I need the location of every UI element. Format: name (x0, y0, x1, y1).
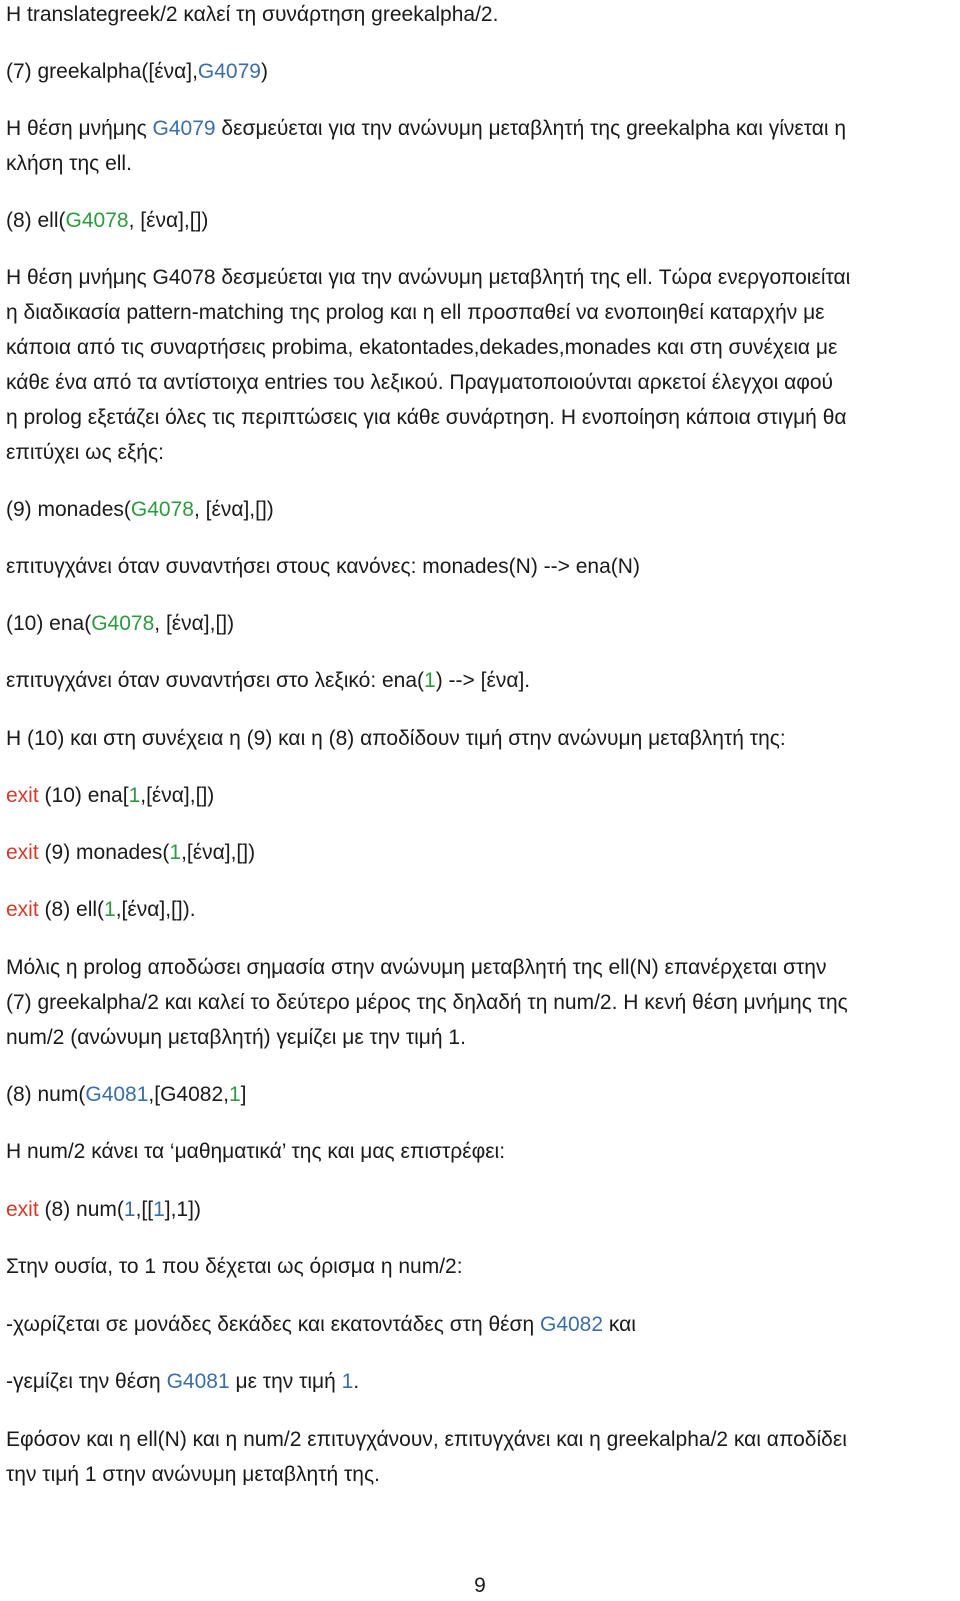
text-run: (10) ena( (6, 612, 92, 635)
text-line (6, 725, 786, 753)
text-run: (9) monades( (6, 498, 131, 521)
text-run: (10) ena[ (38, 784, 129, 807)
highlighted-token: 1 (128, 784, 141, 807)
text-run: δεσμεύεται για την ανώνυμη μεταβλητή της greekalpha και γίνεται η (215, 117, 847, 140)
text-run: ) --> [ένα]. (435, 669, 531, 692)
text-run: ,[ένα],[]) (181, 841, 256, 864)
text-run: -χωρίζεται σε μονάδες δεκάδες και εκατοντάδες στη θέση (6, 1313, 540, 1336)
text-line (6, 439, 164, 467)
text-line (6, 989, 848, 1017)
text-run: η διαδικασία pattern-matching της prolog και η ell προσπαθεί να ενοποιηθεί καταρχήν με (6, 301, 825, 324)
text-run: ,[G4082, (148, 1083, 229, 1106)
text-line (6, 1461, 380, 1489)
highlighted-token: G4078 (65, 209, 129, 232)
text-line (6, 839, 255, 867)
text-run: (7) greekalpha/2 και καλεί το δεύτερο μέρος της δηλαδή τη num/2. Η κενή θέση μνήμης της (6, 991, 848, 1014)
text-line (6, 1138, 505, 1166)
text-line (6, 150, 132, 178)
text-line (6, 264, 850, 292)
text-run: ) (260, 60, 268, 83)
highlighted-token: 1 (104, 898, 116, 921)
text-line (6, 667, 530, 695)
text-line (6, 954, 826, 982)
text-run: κάθε ένα από τα αντίστοιχα entries του λεξικού. Πραγματοποιούνται αρκετοί έλεγχοι αφού (6, 371, 834, 394)
highlighted-token: G4081 (85, 1083, 149, 1106)
text-line (6, 782, 214, 810)
text-run: (7) greekalpha([ένα], (6, 60, 198, 83)
text-run: επιτυγχάνει όταν συναντήσει στους κανόνες: monades(N) --> ena(N) (6, 555, 640, 578)
text-run: κάποια από τις συναρτήσεις probima, ekatontades,dekades,monades και στη συνέχεια με (6, 336, 838, 359)
text-line (6, 1368, 359, 1396)
text-line (6, 1311, 636, 1339)
highlighted-token: exit (6, 1198, 39, 1221)
text-line (6, 553, 640, 581)
text-line (6, 1196, 201, 1224)
text-run: και (603, 1313, 636, 1336)
text-run: επιτύχει ως εξής: (6, 441, 164, 464)
text-run: ] (240, 1083, 247, 1106)
text-run: , [ένα],[]) (128, 209, 209, 232)
highlighted-token: G4082 (539, 1313, 604, 1336)
text-line (6, 896, 196, 924)
text-run: (8) num( (6, 1083, 86, 1106)
text-run: Μόλις η prolog αποδώσει σημασία στην ανώνυμη μεταβλητή της ell(N) επανέρχεται στην (6, 956, 827, 979)
text-run: . (353, 1370, 360, 1393)
text-run: ],1]) (164, 1198, 201, 1221)
text-run: η prolog εξετάζει όλες τις περιπτώσεις για κάθε συνάρτηση. Η ενοποίηση κάποια στιγμή θα (6, 406, 847, 429)
text-run: Η num/2 κάνει τα ‘μαθηματικά’ της και μας επιστρέφει: (6, 1140, 506, 1163)
text-line (6, 58, 268, 86)
highlighted-token: 1 (424, 669, 436, 692)
text-run: Η translategreek/2 καλεί τη συνάρτηση greekalpha/2. (6, 3, 499, 26)
text-run: ,[ένα],[]). (115, 898, 196, 921)
text-run: (9) monades( (38, 841, 170, 864)
text-line (6, 496, 274, 524)
text-line (6, 1024, 466, 1052)
text-line (6, 404, 847, 432)
highlighted-token: exit (6, 784, 39, 807)
text-run: Η (10) και στη συνέχεια η (9) και η (8) αποδίδουν τιμή στην ανώνυμη μεταβλητή της: (6, 727, 786, 750)
text-run: Η θέση μνήμης G4078 δεσμεύεται για την ανώνυμη μεταβλητή της ell. Τώρα ενεργοποιείται (6, 266, 851, 289)
page-number: 9 (474, 1574, 486, 1597)
text-run: (8) num( (38, 1198, 124, 1221)
text-line (6, 334, 837, 362)
text-line (6, 1, 498, 29)
text-line (6, 115, 846, 143)
text-line (6, 610, 234, 638)
text-run: Η θέση μνήμης (6, 117, 153, 140)
text-line (6, 207, 208, 235)
text-line (6, 299, 825, 327)
highlighted-token: exit (6, 841, 39, 864)
highlighted-token: 1 (341, 1370, 354, 1393)
text-run: Εφόσον και η ell(N) και η num/2 επιτυγχάνουν, επιτυγχάνει και η greekalpha/2 και αποδίδει (6, 1428, 847, 1451)
highlighted-token: 1 (228, 1083, 241, 1106)
highlighted-token: exit (6, 898, 39, 921)
text-run: με την τιμή (229, 1370, 342, 1393)
text-run: επιτυγχάνει όταν συναντήσει στο λεξικό: ena( (6, 669, 425, 692)
highlighted-token: 1 (153, 1198, 165, 1221)
highlighted-token: 1 (169, 841, 182, 864)
text-run: την τιμή 1 στην ανώνυμη μεταβλητή της. (6, 1463, 380, 1486)
text-run: ,[ένα],[]) (140, 784, 215, 807)
text-run: -γεμίζει την θέση (6, 1370, 167, 1393)
text-line (6, 1081, 247, 1109)
text-line (6, 1426, 847, 1454)
highlighted-token: G4081 (166, 1370, 230, 1393)
text-run: κλήση της ell. (6, 152, 132, 175)
text-run: , [ένα],[]) (154, 612, 235, 635)
highlighted-token: G4079 (152, 117, 216, 140)
highlighted-token: G4079 (197, 60, 261, 83)
text-run: ,[[ (135, 1198, 154, 1221)
text-run: Στην ουσία, το 1 που δέχεται ως όρισμα η num/2: (6, 1255, 463, 1278)
highlighted-token: G4078 (91, 612, 155, 635)
text-run: , [ένα],[]) (193, 498, 274, 521)
highlighted-token: 1 (123, 1198, 136, 1221)
text-run: (8) ell( (38, 898, 105, 921)
text-run: num/2 (ανώνυμη μεταβλητή) γεμίζει με την τιμή 1. (6, 1026, 466, 1049)
text-run: (8) ell( (6, 209, 66, 232)
highlighted-token: G4078 (130, 498, 194, 521)
text-line (6, 1253, 463, 1281)
text-line (6, 369, 833, 397)
